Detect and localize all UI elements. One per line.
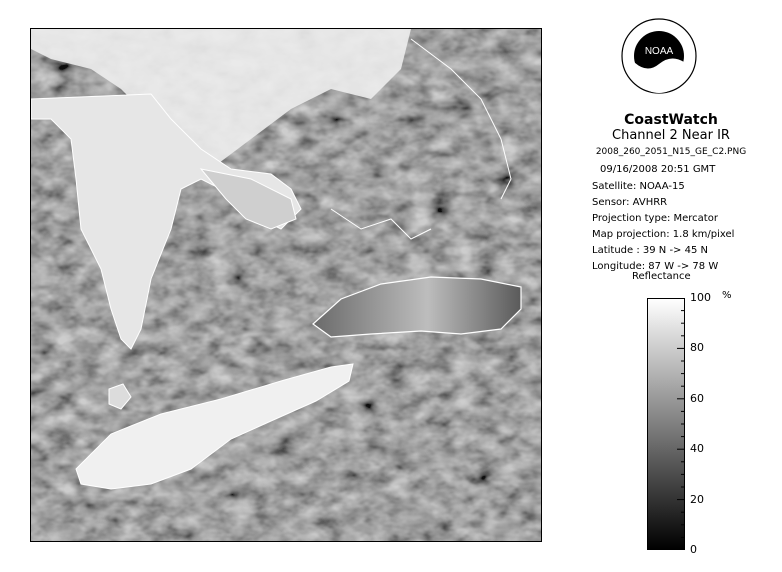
latitude-range: Latitude : 39 N -> 45 N	[592, 245, 708, 256]
noaa-logo-text: NOAA	[644, 46, 674, 57]
date-time: 09/16/2008 20:51 GMT	[600, 164, 716, 175]
projection-type: Projection type: Mercator	[592, 213, 718, 224]
satellite-image-map	[30, 28, 542, 542]
colorbar-tick-label: 40	[690, 442, 704, 456]
colorbar-unit: %	[722, 290, 732, 301]
reflectance-colorbar	[647, 298, 685, 550]
file-name: 2008_260_2051_N15_GE_C2.PNG	[595, 147, 747, 157]
colorbar-title: Reflectance	[632, 271, 691, 282]
satellite-label: Satellite: NOAA-15	[592, 181, 685, 192]
product-title: CoastWatch	[624, 112, 718, 128]
sensor-label: Sensor: AVHRR	[592, 197, 668, 208]
colorbar-tick-label: 80	[690, 341, 704, 355]
noaa-logo	[621, 18, 697, 94]
colorbar-tick-label: 100	[690, 291, 711, 304]
colorbar-tick-label: 60	[690, 391, 704, 405]
longitude-range: Longitude: 87 W -> 78 W	[592, 261, 719, 272]
colorbar-tick-label: 20	[690, 492, 704, 506]
channel-name: Channel 2 Near IR	[612, 128, 730, 143]
map-projection: Map projection: 1.8 km/pixel	[592, 229, 735, 240]
colorbar-tick-label: 0	[690, 543, 697, 556]
